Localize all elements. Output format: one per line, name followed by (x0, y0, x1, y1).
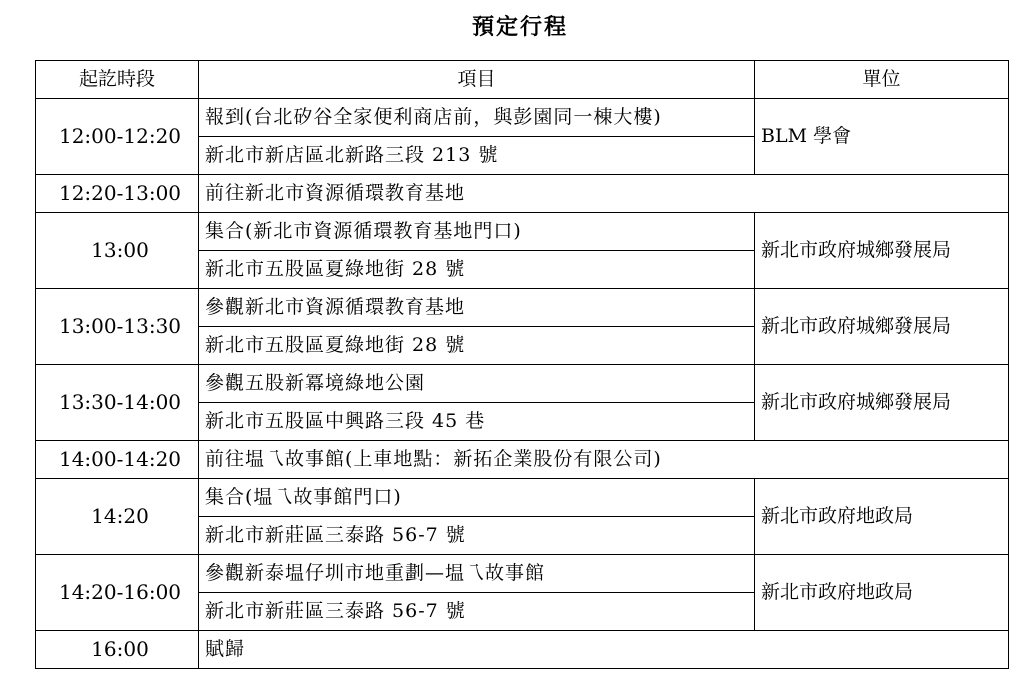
table-row (36, 479, 1009, 517)
table-row (36, 555, 1009, 593)
item-address-cell: 新北市五股區夏綠地街 28 號 (199, 327, 755, 365)
item-cell: 前往塭乁故事館(上車地點：新拓企業股份有限公司) (199, 441, 1009, 479)
item-cell: 參觀五股新冪境綠地公園 (199, 365, 755, 403)
time-cell: 14:20 (36, 479, 199, 555)
item-address-cell: 新北市新莊區三泰路 56-7 號 (199, 517, 755, 555)
item-address-cell: 新北市五股區中興路三段 45 巷 (199, 403, 755, 441)
item-cell: 參觀新泰塭仔圳市地重劃—塭乁故事館 (199, 555, 755, 593)
table-row (36, 99, 1009, 137)
table-row (36, 175, 1009, 213)
item-cell: 參觀新北市資源循環教育基地 (199, 289, 755, 327)
page-title: 預定行程 (471, 14, 568, 40)
header-item: 項目 (199, 61, 755, 99)
item-cell: 報到(台北矽谷全家便利商店前，與彭園同一棟大樓) (199, 99, 755, 137)
time-cell: 12:20-13:00 (36, 175, 199, 213)
unit-cell: 新北市政府城鄉發展局 (755, 213, 1009, 289)
header-time: 起訖時段 (36, 61, 199, 99)
item-cell: 賦歸 (199, 631, 1009, 669)
unit-cell: 新北市政府城鄉發展局 (755, 289, 1009, 365)
item-cell: 集合(塭乁故事館門口) (199, 479, 755, 517)
table-row (36, 631, 1009, 669)
item-cell: 集合(新北市資源循環教育基地門口) (199, 213, 755, 251)
table-header-row (36, 61, 1009, 99)
table-row (36, 365, 1009, 403)
unit-cell: 新北市政府城鄉發展局 (755, 365, 1009, 441)
time-cell: 13:00-13:30 (36, 289, 199, 365)
header-unit: 單位 (755, 61, 1009, 99)
time-cell: 14:00-14:20 (36, 441, 199, 479)
time-cell: 14:20-16:00 (36, 555, 199, 631)
table-row (36, 441, 1009, 479)
item-address-cell: 新北市新店區北新路三段 213 號 (199, 137, 755, 175)
item-address-cell: 新北市五股區夏綠地街 28 號 (199, 251, 755, 289)
schedule-table (35, 60, 1009, 669)
time-cell: 13:00 (36, 213, 199, 289)
item-address-cell: 新北市新莊區三泰路 56-7 號 (199, 593, 755, 631)
table-row (36, 289, 1009, 327)
table-row (36, 213, 1009, 251)
unit-cell: BLM 學會 (755, 99, 1009, 175)
time-cell: 12:00-12:20 (36, 99, 199, 175)
unit-cell: 新北市政府地政局 (755, 555, 1009, 631)
unit-cell: 新北市政府地政局 (755, 479, 1009, 555)
time-cell: 13:30-14:00 (36, 365, 199, 441)
time-cell: 16:00 (36, 631, 199, 669)
item-cell: 前往新北市資源循環教育基地 (199, 175, 1009, 213)
